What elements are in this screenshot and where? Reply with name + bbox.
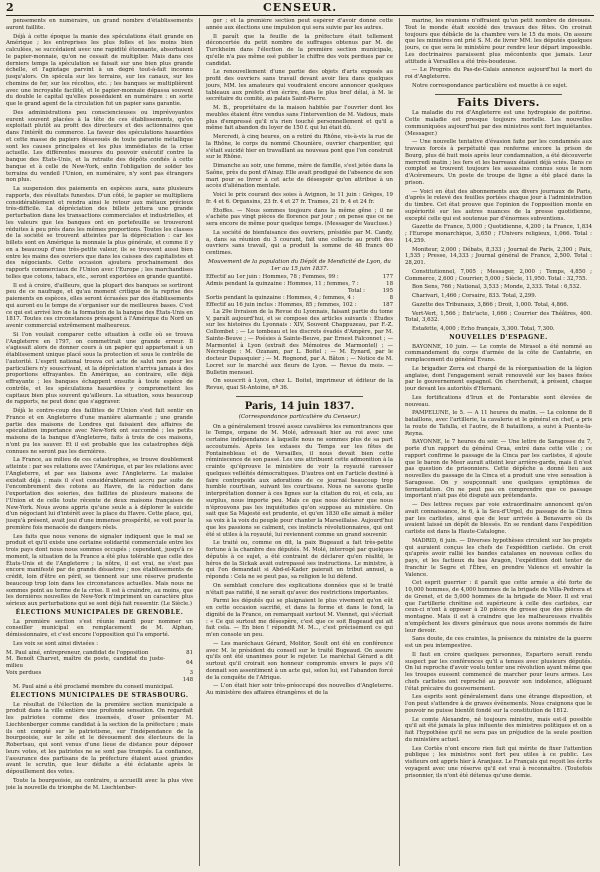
article-paragraph: BAYONNE, le 7 heures du soir. — Une lettre de Saragosse du 7, porte d'un rapport du général Oraa, entré dans cette ville ; ce rapport confirme le passage de la Cinca par les carlistes, il ajoute que le baron de Meer aurait atteint leur arrière-garde, mais il n'est pas question de prisonniers. Cette dépêche a donné lieu aux nouvelles du passage de la Cinca et a produit une vive sensation à Saragosse. On y soupçonnait une quelques symptômes de fermentation. On ne peut pas en comprendre que ce passage important n'ait pas été disputé aux prétendants. [405, 439, 592, 500]
header-rule [6, 15, 594, 16]
column-3 [405, 18, 592, 866]
article-paragraph: Constitutionnel, 7,005 ; Messager, 2,000 ; Temps, 4,850 ; Commerce, 2,600 ; Courrier, 5,000 ; Siècle, 11,950. Total : 32,755. [405, 268, 592, 282]
article-paragraph: Il paraît que la feuille de la préfecture était tellement déconcertée du petit nombre de suffrages obtenus par M. de Turckheim dans l'élection de la première section municipale, qu'elle n'a pas même osé publier le chiffre des voix perdues par ce candidat. [206, 33, 393, 67]
article-paragraph: Si l'on voulait comparer cette situation à celle où se trouva l'Angleterre en 1797, on commettrait une grande erreur. Il s'agissait alors de donner cours à un papier qui appartenait à un établissement unique placé sous la protection et sous le contrôle de l'autorité. L'esprit national trouva cet acte de salut non pour les particuliers n'y souscrivant, et la dépréciation n'arriva jamais à des proportions effrayantes. En Amérique, au contraire, elle déjà effrayante ; les banques échappent ensuite à toute espèce de contrôle, et les spéculations hasardées y compromettent les capitaux bien plus souvent qu'ailleurs. La situation, sous beaucoup de rapports, ne peut donc que s'aggraver. [6, 331, 193, 406]
stats-label: Effectif au 1er juin : Hommes, 78 ; Femmes, 99 : [206, 274, 339, 281]
article-paragraph: Déjà à cette époque la manie des spéculations était grande en Amérique ; les entreprises les plus folles et les moins bien calculées, se succédaient avec une rapidité étonnante, absorbaient le papier-monnaie, qu'on ne cessait de multiplier. Mais dans ces derniers temps la spéculation se faisait sur une bien plus grande échelle, et l'agiotage parvint à un degré tout-à-fait inconnu jusqu'alors. On spécula sur les terrains, sur les canaux, sur les chemins de fer, sur les récoltes, etc. ; les banques se multiplièrent avec une incroyable facilité, et le papier-monnaie dépassa souvent du double le capital qu'elles possédaient en numéraire : en sorte que le grand agent de la circulation fut un papier sans garantie. [6, 33, 193, 107]
table-row [6, 677, 193, 684]
stats-title: Mouvement de la population du Dépôt de Mendicité de Lyon, du 1er au 15 juin 1837. [208, 258, 391, 272]
article-paragraph: Vert-Vert, 1,566 ; Entr'acte, 1,666 ; Courrier des Théâtres, 400. Total, 3,632. [405, 310, 592, 324]
article-paragraph: Bon Sens, 766 ; National, 3,533 ; Monde, 2,333. Total : 6,532. [412, 284, 582, 291]
stats-value: 177 [382, 274, 393, 281]
article-paragraph: Estafette, 4,000 ; Echo français, 3,300. Total, 7,300. [412, 326, 555, 332]
stats-label: Effectif au 16 juin inclus : Hommes, 85 ; femmes, 102 : [206, 301, 357, 308]
article-paragraph: pensements en numéraire, un grand nombre d'établissements auront faillite. [6, 18, 193, 31]
article-paragraph: La 29e livraison de la Revue du Lyonnais, faisant partie du tome V, paraît aujourd'hui, et se compose des articles suivants : Études sur les histoires du Lyonnais : XIV, Souvent Chappuzeau, par F.-Z. Collombet ; — Le tombeau et les discrets évadés d'Ampère, par M. Sainte-Beuve ; — Poésies à Sainte-Beuve, par Ernest Falconnet ; — Marmontel à Lyon (extrait des Mémoires de Marmontel) ; — Nécrologie : M. Ozanam, par L. Boitel ; — M. Eynard, par le docteur Dupasquier ; — M. Rognond, par A. Bâton ; — Notice de M. Locret sur le marché aux fleurs de Lyon. — Revue du mois. — Bulletin mensuel. [206, 308, 393, 376]
table-row [206, 281, 393, 288]
article-paragraph: Il est à croire, d'ailleurs, que la plupart des banques se sortiront peu de ce naufrage, et qu'au moment critique de la reprise des paiements en espèces, elles seront écrasées par des établissements qui auront eu le temps de s'organiser sur de meilleures bases. C'est ce qui est arrivé lors de la formation de la banque des États-Unis en 1817. Toutes ces circonstances présagent à l'Amérique du Nord un avenir commercial extrêmement malheureux. [6, 282, 193, 329]
table-row [206, 302, 393, 309]
newspaper-masthead: CENSEUR. [262, 1, 338, 14]
vote-count: 81 [186, 649, 193, 656]
article-paragraph: Mercredi, à cinq heures, on a retiré du Rhône, vis-à-vis la rue de la Rhône, le corps du nommé Chounière, ouvrier charpentier, qui s'était suicidé hier en travaillant au nouveau pont que l'on construit sur le Rhône. [206, 134, 393, 161]
article-paragraph: La société de bienfaisance des ouvriers, présidée par M. Candy, a, dans sa réunion du 3 courant, fait une collecte au profit des ouvriers sans travail, qui a produit la somme de 48 francs 60 centimes. [206, 229, 393, 256]
article-paragraph: M. B., propriétaire de la maison habitée par l'ouvrier dont les meubles étaient être vendus sans l'intervention de M. Vadoux, mais plus d'empressé qu'il n'a rien touché personnellement et qu'il a même fait abandon du loyer de 150 f. qui lui était dû. [206, 105, 393, 132]
article-paragraph: Gazette des Tribunaux, 3,866 ; Droit, 1,000. Total, 4,866. [412, 301, 569, 308]
article-paragraph: Cet esprit guerrier : il paraît que cette armée a été forte de 10,000 hommes, de 4,000 hommes de la brigade de Villa-Pedrera et de Grenet, et de 5,000 hommes de la brigade de Meer. Il est vrai que l'artillerie chrétine est supérieure à celle des carlistes, car ceux-ci n'ont à opposer à 20 pièces de grosse que des pièces de montagne. Mais il est à craindre que les malheureuses rivalités n'empêchent les divers généraux que nous avons nommés de faire leur devoir. [405, 580, 592, 634]
vote-candidate: Voix perdues [6, 670, 42, 677]
section-title: NOUVELLES D'ESPAGNE. [449, 333, 548, 341]
page-header [0, 0, 600, 16]
article-paragraph: — Les maréchaux Gérard, Molitor, Soult ont été en conférence avec M. le président du conseil sur le traité Bugeaud. On assure qu'ils ont été unanimes pour le rejeter. Le maréchal Gérard a dit surtout qu'il croirait son honneur compromis envers le pays s'il donnait son assentiment à un acte qui, selon lui, est l'abandon forcé de la conquête de l'Afrique. [206, 640, 393, 681]
faits-divers-heading: Faits Divers. [456, 95, 541, 109]
section-title: ÉLECTIONS MUNICIPALES DE GRENOBLE. [15, 608, 184, 616]
paris-subtitle: (Correspondance particulière du Censeur.) [238, 413, 361, 420]
article-paragraph: On a généralement trouvé assez cavalières les remontrances que le Temps, organe de M. Molé, adressait hier au roi avec une certaine indépendance à laquelle nous ne sommes plus de sa part accoutumés. Après les extases du Temps sur les fêtes de Fontainebleau et de Versailles, il nous devait bien cette réminiscence de son passé. Les uns attribuent cette admonition à la crainte qu'éprouve le ministère de voir la royauté caresser quelques velléités démocratiques. D'autres ont en l'article destiné à faire contrepoids aux adorations de ce journal beaucoup trop humble courtisan, suivant les courtisans. Nous ne savons quelle interprétation donner à ces lignes sur la citation du roi, et cela, au surplus, nous importe peu. Mais ce que nous déclarer que nous n'éprouvons pas les inquiétudes qu'on suppose au ministère. On sait que Sa Majesté est prudente, et qu'en 1830 elle aimait à mêler sa voix à la voix du peuple pour chanter la Marseillaise. Aujourd'hui que les passions se calment, ces instincts révolutionnaires, qui ont été si utiles à la royauté, lui reviennent comme un grand souvenir. [206, 423, 393, 538]
stats-value: 8 [389, 294, 393, 301]
article-paragraph: Gazette de France, 5,000 ; Quotidienne, 4,200 ; la France, 1,834 ; l'Europe monarchique, 3,650 ; l'Univers religieux, 1,066. Total : 14,259. [405, 224, 592, 244]
section-title: ÉLECTIONS MUNICIPALES DE STRASBOURG. [10, 691, 189, 699]
article-paragraph: On souscrit à Lyon, chez L. Boitel, imprimeur et éditeur de la Revue, quai St-Antoine, nº 36. [206, 378, 393, 392]
article-paragraph: BAYONNE, 10 juin. — Le comte de Mirasol a été nommé au commandement du corps d'armée de la côte de Cantabrie, en remplacement du général Evans. [405, 343, 592, 363]
paris-dateline: Paris, 14 juin 1837. [244, 400, 355, 412]
article-paragraph: Des administrations peu consciencieuses ou imprévoyantes eurent souvent placées à la tête de ces établissements, qu'on exploitait plutôt au profit des directeurs et des actionnaires que dans l'intérêt du commerce. La faveur des spéculations hasardées et cette masse de papiers désavoués de toute garantie métallique sont les causes principales et les plus immédiates de la crise actuelle. Les différentes mesures du pouvoir exécutif contre la banque des États-Unis, et la retraite des dépôts confiés à cette banque et à celle de New-York, enfin l'obligation de solder les terrains du vendeil l'Union, en numéraire, n'y sont pas étrangers non plus. [6, 109, 193, 184]
stats-label: Sortis pendant la quinzaine : Hommes, 4 ; femmes, 4 : [206, 294, 355, 301]
article-paragraph: La France, au milieu de ces catastrophes, se trouve doublement atteinte : par ses relations avec l'Amérique, et par les relations avec l'Angleterre, et par ses liaisons avec l'Angleterre. Le malaise existait déjà ; mais il s'est considérablement accru par suite de l'encombrement des cotons au Havre, de la réduction dans l'exportation des soieries, des faillites de plusieurs maisons de l'Union et de celle toute récente de deux maisons françaises de New-York. Nous avons appris qu'une seule a à déplorer le suicide d'un négociant lui d'intérêt avec la place du Havre. Cette place, qui, jusqu'à présent, avait joui d'une immense prospérité, se voit pour la première fois menacée de dangers réels. [6, 457, 193, 531]
article-paragraph: Charivari, 1,466 ; Corsaire, 833. Total, 2,299. [412, 293, 537, 299]
stats-value: 18 [386, 281, 393, 288]
article-paragraph: Les Cortès n'ont encore rien fait qui mérite de fixer l'attention publique ; les ministres sont fort peu utiles à ce public. Les visiteurs ont appris hier à Aranjuez. Le Français qui reçoit les écrits voyagent avec une réserve qu'il est vrai à reconnaître. (Toutefois prisonnier, ils n'ont été détenus qu'une demie. [405, 745, 592, 779]
page-number: 2 [6, 1, 14, 14]
article-paragraph: marine, les réunions n'offraient qu'un petit nombre de dévoués. Tout le monde était excédé des travaux des fêtes. On croirait toujours que débâcle de la chambre vers le 15 du mois. On assure que les ministres ont prié S. M. de livrer MM. les députés quelques jours, ce que sera le ministère pour rendre leur départ impossible. Les doctrinaires paraissent plus mécontents que jamais. Leur attitude à Versailles a été très-boudeuse. [405, 18, 592, 65]
table-row [206, 274, 393, 281]
article-paragraph: On semblait conclure des explications données que si le traité n'était pas ratifié, il ne serait qu'avec des restrictions importantes. [206, 582, 393, 596]
article-paragraph: Toute la bourgeoisie, au contraire, a accueilli avec la plus vive joie la nouvelle du triomphe de M. Liechtenber- [6, 777, 193, 791]
article-paragraph: Le traité ou, comme on dit, la paix Bugeaud a fait très-petite fortune à la chambre des députés. M. Molé, interrogé par quelques députés à ce sujet, a été contraint de déclarer qu'en réalité, le héros de la Sickak avait outrepassé ses instructions. Le ministre, à qui l'on demandait si Abd-el-Kader paierait un tribut annuel, a répondu : Cela ne se peut pas, sa religion le lui défend. [206, 540, 393, 581]
column-divider [399, 18, 400, 866]
stats-table [206, 274, 393, 309]
stats-label: Admis pendant la quinzaine : Hommes, 11 ; femmes, 7 : [206, 281, 359, 288]
article-paragraph: — Le Progrès du Pas-de-Calais annonce aujourd'hui la mort du roi d'Angleterre. [405, 67, 592, 80]
table-row [206, 295, 393, 302]
article-paragraph: Les faits que nous venons de signaler indiquent que le mal se produit et qu'il existe une certaine solidarité commerciale entre les trois pays dont nous nous sommes occupés ; cependant, jusqu'à ce moment, la situation de la France a été plus tolérable que celle des États-Unis et de l'Angleterre ; la nôtre, il est vrai, ne s'est pas encore manifesté par de grands désastres ; nos établissements de crédit, loin d'être en péril, se tiennent sur une réserve prudente beaucoup trop loin dans les circonstances actuelles. Mais nous ne sommes point au terme de la crise. Il est à craindre, au moins, que les dernières nouvelles de New-York n'impriment un caractère plus sérieux aux perturbations qui se sont déjà fait ressentir. (Le Siècle.) [6, 533, 193, 607]
stats-value: 195 [382, 288, 393, 295]
section-divider [435, 94, 562, 95]
article-paragraph: Étoffes. — Nous sommes toujours dans la même gêne ; il ne s'achète pas vingt pièces de florence par jour ; on pense que ce ne sera encore de même pour quelque temps. (Messager de Vaucluse.) [206, 207, 393, 227]
vote-table [6, 650, 193, 685]
vote-total: 148 [182, 677, 193, 684]
article-paragraph: — L'on était hier soir très-préoccupé des nouvelles d'Angleterre. Au ministère des affaires étrangères et de la [206, 683, 393, 697]
article-paragraph: Le comte Alexandre, né toujours ministre, mais est-il possible qu'il ait été jamais la plus influente des ministres politiques et on a fait l'hypothèse qu'il ne sera pas un préjudice de la seule position du ministère actuel. [405, 716, 592, 743]
vote-candidate: M. Paul ainé, entrepreneur, candidat de l'opposition [6, 649, 149, 656]
article-paragraph: Les voix se sont ainsi divisées : [13, 640, 99, 647]
table-row [6, 670, 193, 677]
vote-candidate [6, 677, 165, 684]
article-paragraph: La première section s'est réunie mardi pour nommer un conseiller municipal en remplacement de M. Alphan, démissionnaire, et c'est encore l'opposition qui l'a emporté. [6, 618, 193, 638]
article-paragraph: Les esprits sont généralement dans une étrange disposition, et l'on peut s'attendre à de graves événements. Nous craignons que le pouvoir ne puisse bientôt fondé sur la constitution de 1812. [405, 694, 592, 714]
article-paragraph: Le brigadier Zerra est chargé de la réorganisation de la légion anglaise, dont l'engagement serait renouvelé sur les bases fixées par le gouvernement espagnol. On chercherait, à présent, chaque jour devant les autorités d'Hernani. [405, 365, 592, 392]
article-paragraph: Dimanche au soir, une femme, mère de famille, s'est jetée dans la Saône, près du pont d'Ainay. Elle avait prodigué de l'absence de son mari pour se livrer à cet acte de désespoir qu'on attribue à un accès d'aliénation mentale. [206, 163, 393, 190]
article-paragraph: ger ; et la première section peut espérer d'avoir donné cette année aux élections une impulsion qui sera suivie par les autres. [206, 18, 393, 31]
table-row [6, 656, 193, 670]
article-paragraph: Déjà le contre-coup des faillites de l'Union s'est fait sentir en France et en Angleterre d'une manière alarmante ; une grande partie des maisons de Londres qui faisaient des affaires de spéculation importance avec New-York ont succombé ; les petits maisons de la banque d'Angleterre, faits à trois de ces maisons, n'ont pu les sauver. Et il est probable que les catastrophes déjà connues ne seront pas les dernières. [6, 408, 193, 455]
vote-count: 3 [189, 670, 193, 677]
article-paragraph: — Une nouvelle tentative d'évasion faite par les condamnés aux travaux forcés à perpétuité que renferme encore la prison de Bourg, plus dé huit mois après leur condamnation, a été découverte mercredi matin ; les fers et les barreaux étaient déjà sciés. Dans ce complot se trouvent toujours les assassins connus sous le nom d'Acéremeurs. Un poste de troupe de ligne a été placé dans la prison. [405, 139, 592, 186]
article-paragraph: MADRID, 6 juin. — Diverses hypothèses circulent sur les projets qui auraient conçus les chefs de l'expédition carliste. On croit qu'après avoir rallié les bandes catalanes en nouveau celles du pays, et les factieux du bas Aragon, l'expédition doit tenter de franchir le Segre et l'Èbre, en prendre Valence et envahir la Valence. [405, 537, 592, 578]
article-paragraph: — Des lettres reçues par voie extraordinaire annoncent qu'on avait connaissance, le 6, à la Seu-d'Urgel, du passage de la Cinca par les carlistes, ainsi que de leur arrivée à Benavarre où ils avaient laissé un dépôt de blessés. En se rendant dans l'expédition carliste est dans la Haute-Catalogne. [405, 502, 592, 535]
article-paragraph: Parmi les députés qui se plaignaient le plus vivement qu'on eût en cette occasion sacrifié, et dans la forme et dans le fond, la dignité de la France, on remarquait surtout M. Viennet, qui s'écriait : « Ce qui surtout me désespère, c'est que ce soit Bugeaud qui ait fait cela. — En bien ! répondit M. M..., c'est précisément ce qui m'en console un peu. [206, 598, 393, 639]
table-row [206, 288, 393, 295]
article-paragraph: PAMPELUNE, le 5. — A 11 heures du matin. — La colonne de 8 bataillons, avec l'artillerie, la cavalerie et le général en chef, a pris la route de Tafalla, et l'autre, de 8 bataillons, a suivi à Puente-la-Reyna. [405, 410, 592, 437]
article-paragraph: La suspension des paiements en espèces aura, sans plusieurs rapports, des résultats funestes. D'un côté, le papier se multipliera considérablement et rendra ainsi le retour aux métaux précieux très-difficile. La dépréciation des billets jettera une grande perturbation dans les transactions commerciales et industrielles, et les valeurs que les banques ont en portefeuille se trouveront réduites à peu près dans les mêmes proportions. Toutes les classes de la société se trouvent atteintes par la dépréciation : car les billets sont en Amérique la monnaie la plus générale, et comme il y en a beaucoup d'une très-petite valeur, ils se trouvent aussi bien entre les mains des ouvriers que dans les caisses des capitalistes et des négociants. Cette occasion ajoutera prochainement des rapports commerciaux de l'Union avec l'Europe ; les marchandises telles que cotons, tabacs, etc., seront exportées en grande quantité. [6, 186, 193, 280]
vote-candidate: M. Benoît Charvet, maître de poste, candidat du juste-milieu [6, 656, 165, 670]
article-paragraph: Le résultat de l'élection de la première section municipale a produit dans la ville entière une profonde sensation. On regardait les patriotes comme des insensés, d'oser présenter M. Liechtenberger comme candidat à la section de la préfecture ; mais ils ont compté sur le patriotisme, sur l'indépendance de la bourgeoisie, sur le zèle et le dévouement des électeurs de la Robertsau, qui sont venus d'une lieue de distance pour déposer leurs votes, et les patriotes ne se sont pas trompés. La confiance, l'assurance des partisans de la préfecture étaient aussi grandes avant le scrutin, que leur défaite a été éclatante après le dépouillement des votes. [6, 701, 193, 776]
article-paragraph: Moniteur, 2,000 ; Débats, 8,333 ; Journal de Paris, 2,300 ; Paix, 1,535 ; Presse, 14,333 ; Journal général de France, 2,500. Total : 28,201. [405, 246, 592, 266]
article-paragraph: Le renouvellement d'une partie des objets d'arts exposés au profit des ouvriers sans travail devant avoir lieu dans quelques jours, MM. les amateurs qui voudraient encore annoncer quelques tableaux aux préfets d'en écrire, dans le plus bref délai, à M. le secrétaire du comité, au palais Saint-Pierre. [206, 69, 393, 103]
section-divider [236, 396, 363, 397]
article-paragraph: — Voici en état des abonnements aux divers journaux de Paris, d'après le relevé des feuilles portées chaque jour à l'administration du timbre. Cet état prouve que l'opinion de l'opposition monte en supériorité sur les autres nuances de la presse quotidienne, excepté celle qui est soutenue par d'énormes subventions. [405, 188, 592, 222]
article-paragraph: Notre correspondance particulière est muette à ce sujet. [412, 82, 568, 89]
article-paragraph: M. Paul ainé a été proclamé membre du conseil municipal. [13, 684, 174, 691]
article-paragraph: Sans doute, de ces craintes, la présence du ministre de la guerre est un peu intempestive. [405, 636, 592, 649]
column-divider [199, 18, 200, 866]
stats-label: Total : [347, 288, 365, 295]
article-paragraph: Les fortifications d'Irun et de Fontarabie sont élevées de nouveau. [405, 394, 592, 408]
vote-count: 64 [186, 659, 193, 666]
column-2 [206, 18, 393, 866]
article-paragraph: La maladie du roi d'Angleterre est une hydropisie de poitrine. Cette maladie est presque toujours mortelle. Les nouvelles communiquées aujourd'hui par des ministres sont fort inquiétantes. (Messager.) [405, 110, 592, 137]
stats-value: 187 [382, 301, 393, 308]
column-1 [6, 18, 193, 866]
article-paragraph: Il faut en croire quelques personnes, Espartero serait rendu suspect par les conférences qu'il a tenues avec plusieurs députés. On lui reproche d'avoir voulu tenter une révolution ayant même que les troupes eussent commencé de marcher pour leurs armes. Les chefs carlistes ont reproché au pouvoir son indolence, alléguant l'état précaire du gouvernement. [405, 651, 592, 692]
article-paragraph: Voici le prix courant des soies à Avignon, le 11 juin : Grèges, 19 fr. 4 et 6. Organsins, 23 fr. 4 et 27 fr. Trames, 21 fr. 4 et 24 fr. [206, 192, 393, 205]
